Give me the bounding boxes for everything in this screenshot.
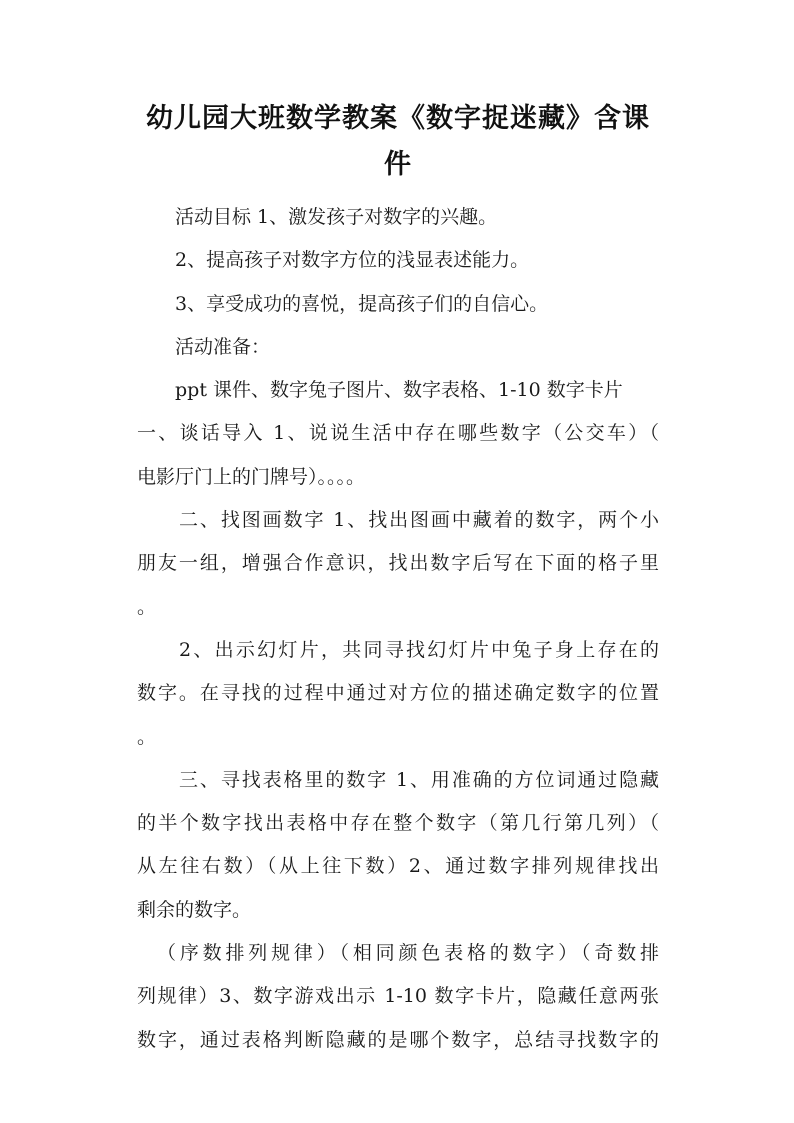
paragraph-line: 活动准备：: [175, 335, 271, 358]
paragraph-line: 。: [137, 725, 157, 748]
title-line-2: 件: [384, 149, 412, 180]
paragraph-line: 剩余的数字。: [137, 898, 252, 921]
document-title: [120, 96, 676, 188]
title-line-1: 幼儿园大班数学教案《数字捉迷藏》含课: [146, 103, 650, 134]
paragraph-line: 3、享受成功的喜悦，提高孩子们的自信心。: [175, 292, 549, 315]
paragraph-line: 活动目标 1、激发孩子对数字的兴趣。: [175, 206, 498, 228]
paragraph-line: 2、出示幻灯片，共同寻找幻灯片中兔子身上存在的: [179, 638, 659, 661]
paragraph-line: （序数排列规律）（相同颜色表格的数字）（奇数排: [157, 942, 659, 965]
paragraph-line: 的半个数字找出表格中存在整个数字（第几行第几列）（: [137, 812, 659, 835]
paragraph-line: 2、提高孩子对数字方位的浅显表述能力。: [175, 249, 530, 272]
paragraph-line: 数字。在寻找的过程中通过对方位的描述确定数字的位置: [137, 682, 659, 705]
paragraph-line: 朋友一组，增强合作意识，找出数字后写在下面的格子里: [137, 552, 659, 575]
paragraph-line: 二、找图画数字 1、找出图画中藏着的数字，两个小: [179, 509, 659, 532]
document-body: [137, 196, 659, 1062]
paragraph-line: 一、谈话导入 1、说说生活中存在哪些数字（公交车）（: [137, 422, 659, 445]
paragraph-line: 从左往右数）（从上往下数）2、通过数字排列规律找出: [137, 855, 659, 878]
paragraph-line: 数字，通过表格判断隐藏的是哪个数字，总结寻找数字的: [137, 1028, 659, 1051]
paragraph-line: 电影厅门上的门牌号）。。。。: [137, 465, 366, 488]
paragraph-line: 三、寻找表格里的数字 1、用准确的方位词通过隐藏: [179, 768, 659, 791]
paragraph-line: 。: [137, 595, 157, 618]
paragraph-line: ppt 课件、数字兔子图片、数字表格、1-10 数字卡片: [175, 379, 623, 402]
paragraph-line: 列规律）3、数字游戏出示 1-10 数字卡片，隐藏任意两张: [137, 985, 659, 1008]
